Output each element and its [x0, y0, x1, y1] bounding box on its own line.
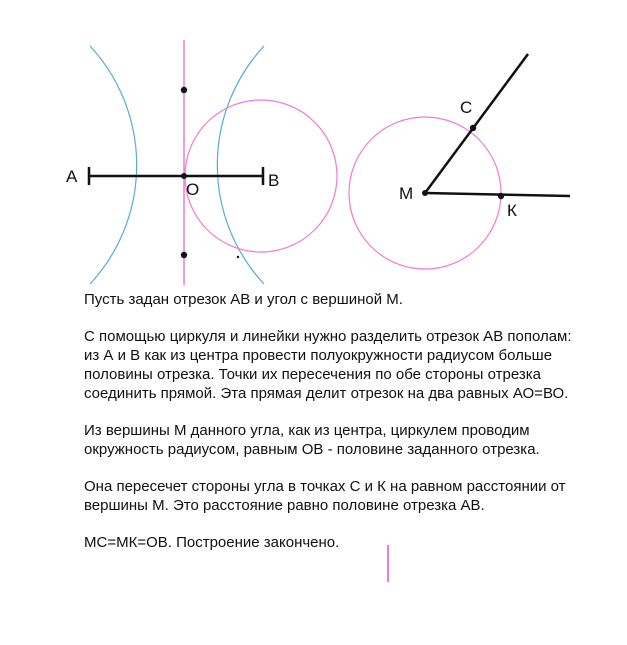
- point-m: [422, 190, 428, 196]
- label-o: О: [186, 180, 200, 199]
- construction-figure: [0, 0, 627, 290]
- angle-side-mk: [425, 193, 570, 196]
- arc-from-b: [217, 46, 264, 284]
- paragraph-given: Пусть задан отрезок АВ и угол с вершиной М.: [84, 291, 403, 308]
- arc-from-a: [90, 46, 137, 284]
- angle-side-mc: [425, 54, 528, 193]
- label-a: А: [66, 167, 78, 186]
- paragraph-intersection: Она пересечет стороны угла в точках С и К на равном расстоянии от вершины М. Это расстояние равно половине отрезка АВ.: [84, 478, 566, 514]
- label-k: К: [507, 201, 517, 220]
- point-bottom-intersection: [181, 252, 187, 258]
- paragraph-circle: Из вершины М данного угла, как из центра, циркулем проводим окружность радиусом, равным ОВ - половине заданного отрезка.: [84, 422, 540, 458]
- paragraph-bisect: С помощью циркуля и линейки нужно разделить отрезок АВ пополам: из А и В как из центра провести полуокружности радиусом больше половины отрезка. Точки их пересечения по обе стороны отрезка соединить прямой. Эта прямая делит отрезок на два равных АО=ВО.: [84, 328, 572, 402]
- label-c: С: [460, 98, 473, 117]
- label-b: В: [268, 171, 280, 190]
- point-top-intersection: [181, 87, 187, 93]
- stray-dot: [237, 256, 239, 258]
- point-k: [498, 193, 504, 199]
- explanation-text: [84, 290, 584, 570]
- point-o: [181, 173, 187, 179]
- stray-pink-mark: [387, 545, 389, 582]
- paragraph-conclusion: МС=МК=ОВ. Построение закончено.: [84, 534, 340, 551]
- label-m: М: [399, 184, 414, 203]
- point-c: [470, 125, 476, 131]
